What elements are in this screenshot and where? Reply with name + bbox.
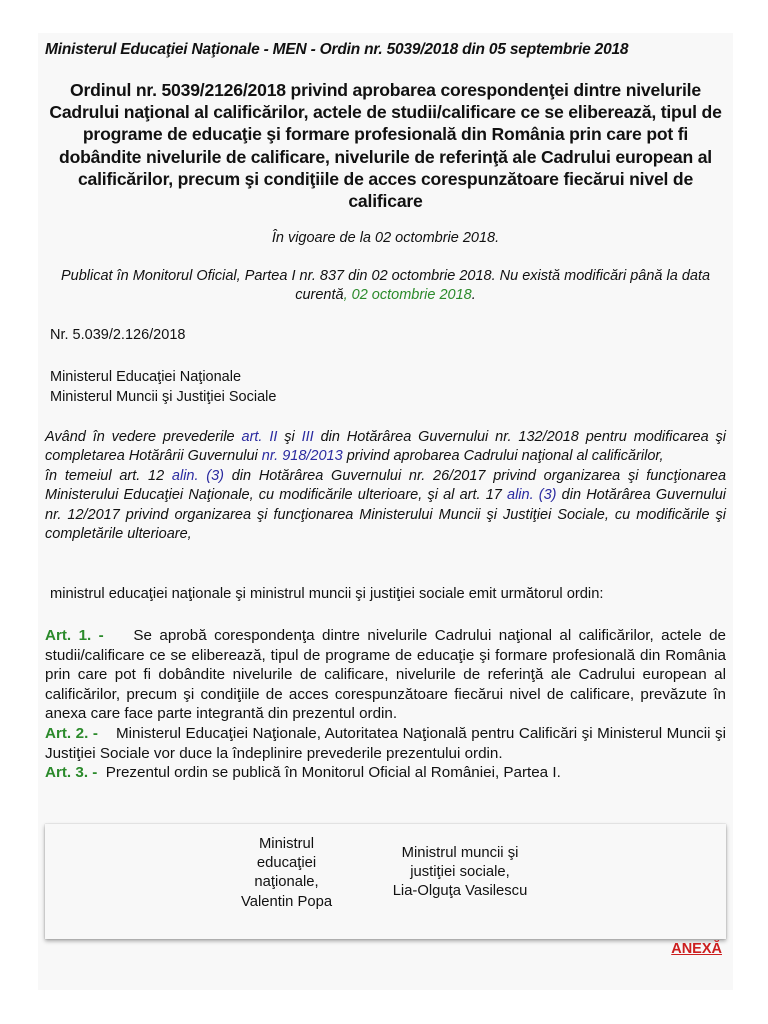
link-art-iii[interactable]: III [301,429,314,445]
signature-line: justiţiei sociale, [410,864,510,881]
preamble-text: şi [277,429,302,445]
signature-line: Ministrul muncii şi [401,845,519,861]
ministry-education: Ministerul Educaţiei Naţionale [50,369,242,385]
signature-line: Ministrul [258,836,315,852]
article-2 [45,724,726,763]
signature-box [45,824,726,939]
link-art-ii[interactable]: art. II [241,429,278,445]
document-title: Ordinul nr. 5039/2126/2018 privind aprobarea corespondenţei dintre nivelurile Cadrului naţional al calificărilor, actele de studii/calificare ce se eliberează, tipul de programe de educaţie şi formare profesională din România prin care pot fi dobândite nivelurile de calificare, nivelurile de referinţă ale Cadrului european al calificărilor, precum şi condiţiile de acces corespunzătoare fiecărui nivel de calificare [49,80,722,212]
link-hg-918-2013[interactable]: nr. 918/2013 [261,448,343,465]
link-alin-3[interactable]: alin. (3) [171,467,224,484]
link-alin-3[interactable]: alin. (3) [507,487,557,504]
preamble-paragraph [45,467,726,545]
articles [45,626,726,783]
preamble-text: din Hotărârea Guvernului nr. 12/2017 privind organizarea şi funcţionarea Ministerului Muncii şi Justiţiei Sociale, cu modificările şi completările ulterioare, [45,487,726,543]
article-1 [45,626,726,724]
publication-end: . [471,287,476,303]
preamble-text: Având în vedere prevederile [45,429,242,445]
issuing-ministries [50,367,276,407]
emit-statement: ministrul educaţiei naţionale şi ministrul muncii şi justiţiei sociale emit următorul ordin: [50,586,604,602]
article-label[interactable]: Art. 1. - [45,627,104,644]
preamble-text: din Hotărârea Guvernului nr. 26/2017 privind organizarea şi funcţionarea Ministerului Educaţiei Naţionale, cu modificările ulterioare, şi al art. 17 [45,467,727,504]
article-3 [45,763,726,783]
preamble-text: din Hotărârea Guvernului nr. 132/2018 pentru modificarea şi completarea Hotărârii Guvernului [45,429,727,465]
document-page [38,33,733,990]
preamble-text: în temeiul art. 12 [45,467,172,484]
source-header: Ministerul Educaţiei Naţionale - MEN - Ordin nr. 5039/2018 din 05 septembrie 2018 [45,41,629,58]
article-text: Ministerul Educaţiei Naţionale, Autoritatea Naţională pentru Calificări şi Ministerul Muncii şi Justiţiei Sociale vor duce la îndeplinire prevederile prezentului ordin. [45,724,726,762]
signature-line: educaţiei [256,855,317,872]
preamble-paragraph [45,428,726,467]
preamble [45,428,726,544]
signature-name: Valentin Popa [241,893,333,910]
preamble-text: privind aprobarea Cadrului naţional al calificărilor, [342,448,664,465]
article-text: Prezentul ordin se publică în Monitorul Oficial al României, Partea I. [105,764,561,782]
signature-education-minister [241,835,332,912]
publication-notice [48,267,723,305]
document-number: Nr. 5.039/2.126/2018 [50,327,186,343]
signature-name: Lia-Olguţa Vasilescu [392,883,528,900]
article-label[interactable]: Art. 2. - [45,724,98,742]
in-force-notice: În vigoare de la 02 octombrie 2018. [271,230,500,246]
article-label[interactable]: Art. 3. - [45,764,98,782]
article-text: Se aprobă corespondenţa dintre nivelurile Cadrului naţional al calificărilor, actele de studii/calificare ce se eliberează, tipul de programe de educaţie şi formare profesională din România prin care pot fi dobândite nivelurile de calificare, nivelurile de referinţă ale Cadrului european al calificărilor, precum şi condiţiile de acces corespunzătoare fiecărui nivel de calificare, prevăzute în anexa care face parte integrantă din prezentul ordin. [45,627,726,723]
annex-link[interactable]: ANEXĂ [671,941,722,957]
ministry-labour: Ministerul Muncii şi Justiţiei Sociale [50,389,277,405]
current-date: , 02 octombrie 2018 [343,287,472,303]
publication-text: Publicat în Monitorul Oficial, Partea I nr. 837 din 02 octombrie 2018. Nu există modificări până la data curentă [60,268,711,303]
signature-labour-minister [375,844,545,902]
signature-line: naţionale, [254,874,319,891]
